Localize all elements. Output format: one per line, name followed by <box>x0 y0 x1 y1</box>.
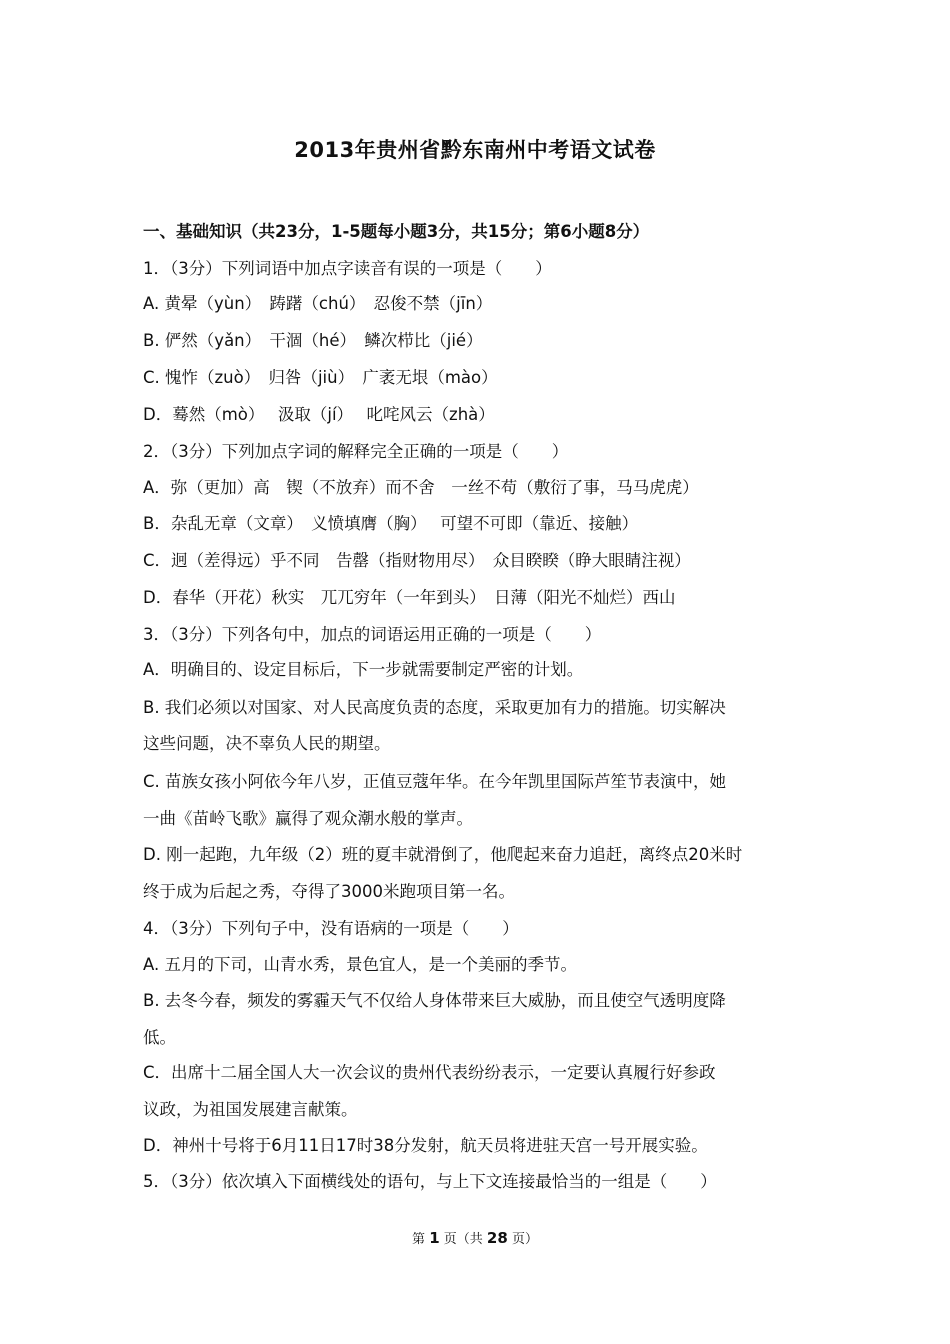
question-2-option-c: C．迥（差得远）乎不同 告罄（指财物用尽） 众目睽睽（睁大眼睛注视） <box>143 551 691 570</box>
question-5-stem: 5．（3分）依次填入下面横线处的语句，与上下文连接最恰当的一组是（ ） <box>143 1172 717 1191</box>
footer-suffix: 页） <box>511 1232 538 1247</box>
question-3-stem: 3．（3分）下列各句中，加点的词语运用正确的一项是（ ） <box>143 625 602 644</box>
question-2-option-b: B．杂乱无章（文章） 义愤填膺（胸） 可望不可即（靠近、接触） <box>143 514 639 533</box>
question-3-option-c: C. 苗族女孩小阿依今年八岁，正值豆蔻年华。在今年凯里国际芦笙节表演中，她 <box>143 772 727 791</box>
question-4-option-b: B. 去冬今春，频发的雾霾天气不仅给人身体带来巨大威胁，而且使空气透明度降 <box>143 991 726 1010</box>
question-1-stem: 1．（3分）下列词语中加点字读音有误的一项是（ ） <box>143 259 552 278</box>
question-1-option-b: B. 俨然（yǎn） 干涸（hé） 鳞次栉比（jié） <box>143 331 483 350</box>
question-2-option-d: D．春华（开花）秋实 兀兀穷年（一年到头） 日薄（阳光不灿烂）西山 <box>143 588 676 607</box>
footer-middle: 页（共 <box>443 1232 483 1247</box>
question-1-option-a: A. 黄晕（yùn） 踌躇（chú） 忍俊不禁（jīn） <box>143 294 493 313</box>
section-heading: 一、基础知识（共23分，1-5题每小题3分，共15分；第6小题8分） <box>143 222 650 241</box>
footer-page-number: 1 <box>429 1229 440 1247</box>
question-1-option-c: C. 愧怍（zuò） 归咎（jiù） 广袤无垠（mào） <box>143 368 498 387</box>
question-4-option-c: C．出席十二届全国人大一次会议的贵州代表纷纷表示，一定要认真履行好参政 <box>143 1063 716 1082</box>
question-3-option-b: B. 我们必须以对国家、对人民高度负责的态度，采取更加有力的措施。切实解决 <box>143 698 726 717</box>
question-2-option-a: A．弥（更加）高 锲（不放弃）而不舍 一丝不苟（敷衍了事，马马虎虎） <box>143 478 699 497</box>
question-3-option-b-cont: 这些问题，决不辜负人民的期望。 <box>143 734 391 753</box>
question-4-option-d: D．神州十号将于6月11日17时38分发射，航天员将进驻天宫一号开展实验。 <box>143 1136 708 1155</box>
question-4-stem: 4．（3分）下列句子中，没有语病的一项是（ ） <box>143 919 519 938</box>
question-3-option-a: A．明确目的、设定目标后，下一步就需要制定严密的计划。 <box>143 660 584 679</box>
question-2-stem: 2．（3分）下列加点字词的解释完全正确的一项是（ ） <box>143 442 569 461</box>
question-1-option-d: D．蓦然（mò） 汲取（jí） 叱咤风云（zhà） <box>143 405 495 424</box>
page-footer <box>0 1228 950 1247</box>
footer-prefix: 第 <box>412 1232 426 1247</box>
question-3-option-d: D. 刚一起跑，九年级（2）班的夏丰就滑倒了，他爬起来奋力追赶，离终点20米时 <box>143 845 743 864</box>
question-4-option-c-cont: 议政，为祖国发展建言献策。 <box>143 1100 358 1119</box>
question-4-option-b-cont: 低。 <box>143 1028 176 1047</box>
footer-total-pages: 28 <box>486 1229 508 1247</box>
question-3-option-d-cont: 终于成为后起之秀，夺得了3000米跑项目第一名。 <box>143 882 515 901</box>
question-4-option-a: A. 五月的下司，山青水秀，景色宜人，是一个美丽的季节。 <box>143 955 577 974</box>
page-title: 2013年贵州省黔东南州中考语文试卷 <box>294 138 656 162</box>
question-3-option-c-cont: 一曲《苗岭飞歌》赢得了观众潮水般的掌声。 <box>143 809 473 828</box>
